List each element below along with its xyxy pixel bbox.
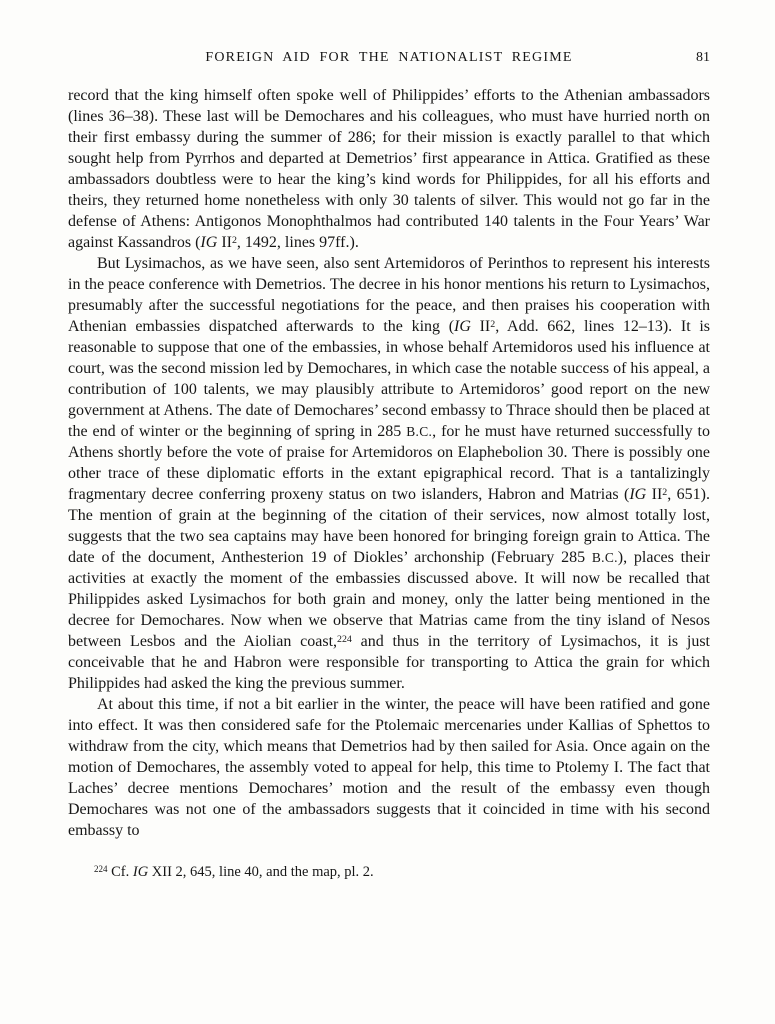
text-run: 224 [337,633,352,645]
footnote [68,863,710,881]
text-run: , 1492, lines 97ff.). [236,234,359,251]
text-run: Cf. [107,864,133,880]
text-run: But Lysimachos, as we have seen, also sent Artemidoros of Perinthos to represent his interests in the peace conference with Demetrios. The decree in his honor mentions his return to Lysimachos, presumably after the successful negotiations for the peace, and then praises his cooperation with Athenian embassies dispatched afterwards to the king ( [68,255,710,335]
text-run: 2 [231,234,237,246]
running-head-title: FOREIGN AID FOR THE NATIONALIST REGIME [205,50,573,65]
text-run: , for he must have returned successfully to Athens shortly before the vote of praise for Artemidoros on Elaphebolion 30. There is possibly one other trace of these diplomatic efforts in the extant epigraphical record. That is a tantalizingly fragmentary decree conferring proxeny status on two islanders, Habron and Matrias ( [68,423,711,503]
text-run: , Add. 662, lines 12–13). It is reasonable to suppose that one of the embassies, in whose behalf Artemidoros used his influence at court, was the second mission led by Demochares, in which case the notable success of his appeal, a contribution of 100 talents, we may plausibly attribute to Artemidoros’ good report on the new government at Athens. The date of Demochares’ second embassy to Thrace should then be placed at the end of winter or the beginning of spring in 285 [68,318,710,440]
text-run: 224 [94,863,108,874]
text-run: and thus in the territory of Lysimachos, it is just conceivable that he and Habron were responsible for transporting to Attica the grain for which Philippides had asked the king the previous summer. [68,633,710,692]
text-run: II [470,318,491,335]
text-run: 2 [490,318,496,330]
text-run: IG [132,864,149,880]
text-run: II [646,486,663,503]
text-run: IG [200,234,218,251]
text-run: B.C. [406,424,433,439]
text-run: IG [454,318,471,335]
paragraph-container [68,85,710,841]
text-run: , 651). The mention of grain at the beginning of the citation of their services, now almost totally lost, suggests that the two sea captains may have been honored for bringing foreign grain to Attica. The date of the document, Anthesterion 19 of Diokles’ archonship (February 285 [68,486,711,566]
text-run: XII 2, 645, line 40, and the map, pl. 2. [148,864,374,880]
paragraph [68,253,710,694]
page-number: 81 [696,50,710,65]
running-head [68,50,710,66]
body-text [68,85,710,881]
text-run: II [217,234,232,251]
text-run: ), places their activities at exactly the moment of the embassies discussed above. It will now be recalled that Philippides asked Lysimachos for both grain and money, only the latter being mentioned in the decree for Demochares. Now when we observe that Matrias came from the tiny island of Nesos between Lesbos and the Aiolian coast, [68,549,711,650]
footnote-text [94,864,374,880]
text-run: IG [629,486,647,503]
text-run: 2 [662,486,668,498]
text-run: record that the king himself often spoke well of Philippides’ efforts to the Athenian ambassadors (lines 36–38). These last will be Demochares and his colleagues, who must have hurried north on their first embassy during the summer of 286; for their mission is exactly parallel to that which sought help from Pyrrhos and departed at Demetrios’ first appearance in Attica. Gratified as these ambassadors doubtless were to hear the king’s kind words for Philippides, for all his efforts and theirs, they returned home nonetheless with only 30 talents of silver. This would not go far in the defense of Athens: Antigonos Monophthalmos had contributed 140 talents in the Four Years’ War against Kassandros ( [68,87,710,251]
paragraph [68,85,710,253]
text-run: B.C. [591,550,618,565]
paragraph [68,694,710,841]
text-run: At about this time, if not a bit earlier in the winter, the peace will have been ratified and gone into effect. It was then considered safe for the Ptolemaic mercenaries under Kallias of Sphettos to withdraw from the city, which means that Demetrios had by then sailed for Asia. Once again on the motion of Demochares, the assembly voted to appeal for help, this time to Ptolemy I. The fact that Laches’ decree mentions Demochares’ motion and the result of the embassy even though Demochares was not one of the ambassadors suggests that it coincided in time with his second embassy to [68,696,710,839]
